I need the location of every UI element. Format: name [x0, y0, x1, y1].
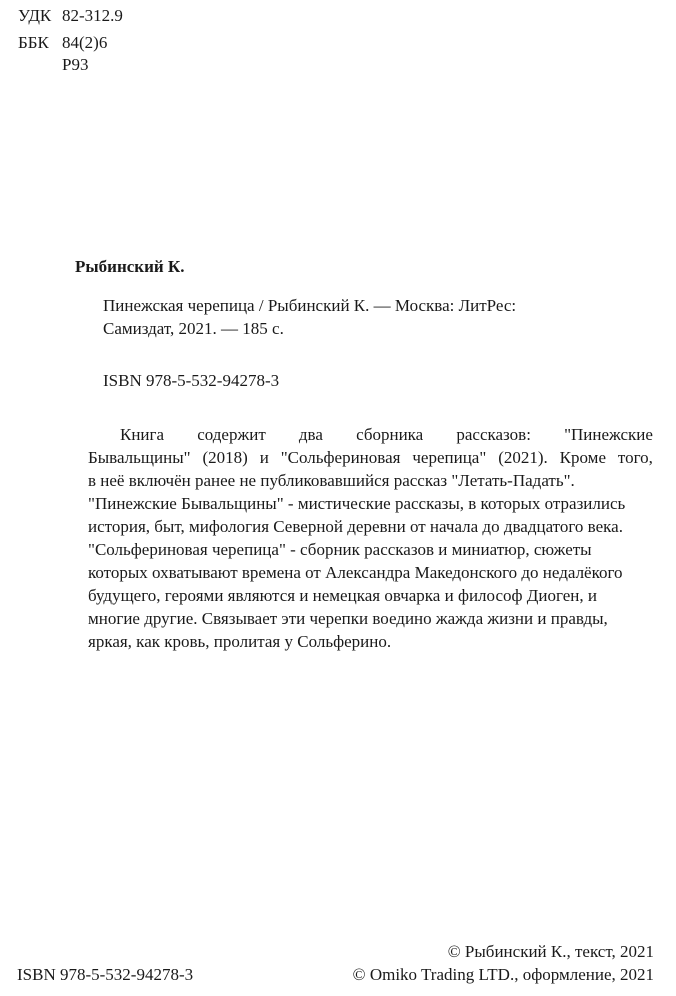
annotation — [88, 423, 653, 653]
copyright-design: © Omiko Trading LTD., оформление, 2021 — [352, 965, 654, 984]
annotation-line — [88, 584, 653, 607]
isbn-main: ISBN 978-5-532-94278-3 — [103, 371, 280, 390]
annotation-line-text: многие другие. Связывает эти черепки воедино жажда жизни и правды, — [88, 609, 608, 628]
udk-value: 82-312.9 — [62, 6, 123, 25]
bibliographic-line-1: Пинежская черепица / Рыбинский К. — Москва: ЛитРес: — [103, 296, 517, 315]
copyright-text: © Рыбинский К., текст, 2021 — [447, 942, 654, 961]
udk-label: УДК — [18, 6, 52, 25]
annotation-line — [88, 561, 653, 584]
annotation-line — [88, 423, 653, 446]
annotation-line — [88, 538, 653, 561]
bbk-value: 84(2)6 — [62, 33, 108, 52]
annotation-line — [88, 492, 653, 515]
annotation-line — [88, 630, 653, 653]
author-mark-row — [18, 54, 88, 76]
annotation-line — [88, 607, 653, 630]
annotation-line-text: в неё включён ранее не публиковавшийся рассказ "Летать-Падать". — [88, 471, 575, 490]
annotation-line-text: которых охватывают времена от Александра Македонского до недалёкого — [88, 563, 623, 582]
footer-isbn: ISBN 978-5-532-94278-3 — [17, 965, 194, 984]
annotation-line-text: Книга содержит два сборника рассказов: "Пинежские — [120, 425, 653, 444]
annotation-line-text: будущего, героями являются и немецкая овчарка и философ Диоген, и — [88, 586, 597, 605]
annotation-line-text: история, быт, мифология Северной деревни от начала до двадцатого века. — [88, 517, 623, 536]
annotation-line-text: "Пинежские Бывальщины" - мистические рассказы, в которых отразились — [88, 494, 626, 513]
annotation-line-text: Бывальщины" (2018) и "Сольфериновая черепица" (2021). Кроме того, — [88, 448, 653, 467]
bbk-label: ББК — [18, 33, 49, 52]
annotation-line-text: яркая, как кровь, пролитая у Сольферино. — [88, 632, 392, 651]
author-heading: Рыбинский К. — [75, 257, 185, 276]
bbk-row — [18, 32, 107, 54]
annotation-line — [88, 446, 653, 469]
bibliographic-line-2: Самиздат, 2021. — 185 с. — [103, 319, 284, 338]
annotation-line-text: "Сольфериновая черепица" - сборник рассказов и миниатюр, сюжеты — [88, 540, 592, 559]
author-mark: Р93 — [62, 55, 89, 74]
udk-row — [18, 5, 123, 27]
annotation-line — [88, 515, 653, 538]
annotation-line — [88, 469, 653, 492]
